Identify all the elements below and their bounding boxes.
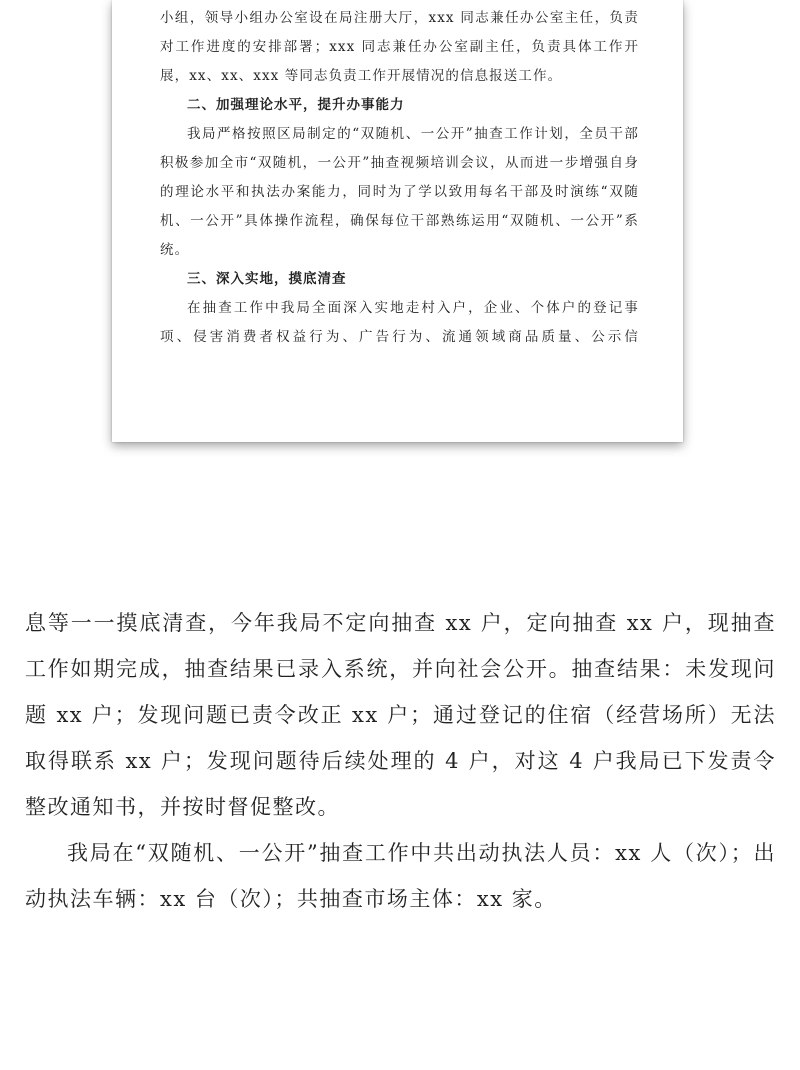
preview-paragraph-2: 我局严格按照区局制定的“双随机、一公开”抽查工作计划，全员干部积极参加全市“双随机，一公开”抽查视频培训会议，从而进一步增强自身的理论水平和执法办案能力，同时为了学以致用每名干部及时演练“双随机、一公开”具体操作流程，确保每位干部熟练运用“双随机、一公开”系统。 [160,126,639,258]
document-body [25,600,776,922]
body-paragraph-2: 我局在“双随机、一公开”抽查工作中共出动执法人员：xx 人（次）；出动执法车辆：xx 台（次）；共抽查市场主体：xx 家。 [25,841,776,911]
page-preview-content [160,4,639,352]
preview-paragraph-3: 在抽查工作中我局全面深入实地走村入户，企业、个体户的登记事项、侵害消费者权益行为、广告行为、流通领域商品质量、公示信 [160,300,639,345]
body-paragraph-1: 息等一一摸底清查，今年我局不定向抽查 xx 户，定向抽查 xx 户，现抽查工作如期完成，抽查结果已录入系统，并向社会公开。抽查结果：未发现问题 xx 户；发现问题已责令改正 xx 户；通过登记的住宿（经营场所）无法取得联系 xx 户；发现问题待后续处理的 4 户，对这 4 户我局已下发责令整改通知书，并按时督促整改。 [25,611,776,819]
document-page-preview [112,0,683,442]
section-heading-2: 二、加强理论水平，提升办事能力 [187,97,405,113]
preview-paragraph-1: 小组，领导小组办公室设在局注册大厅，xxx 同志兼任办公室主任，负责对工作进度的安排部署；xxx 同志兼任办公室副主任，负责具体工作开展，xx、xx、xxx 等同志负责工作开展情况的信息报送工作。 [160,10,639,84]
section-heading-3: 三、深入实地，摸底清查 [187,271,347,287]
